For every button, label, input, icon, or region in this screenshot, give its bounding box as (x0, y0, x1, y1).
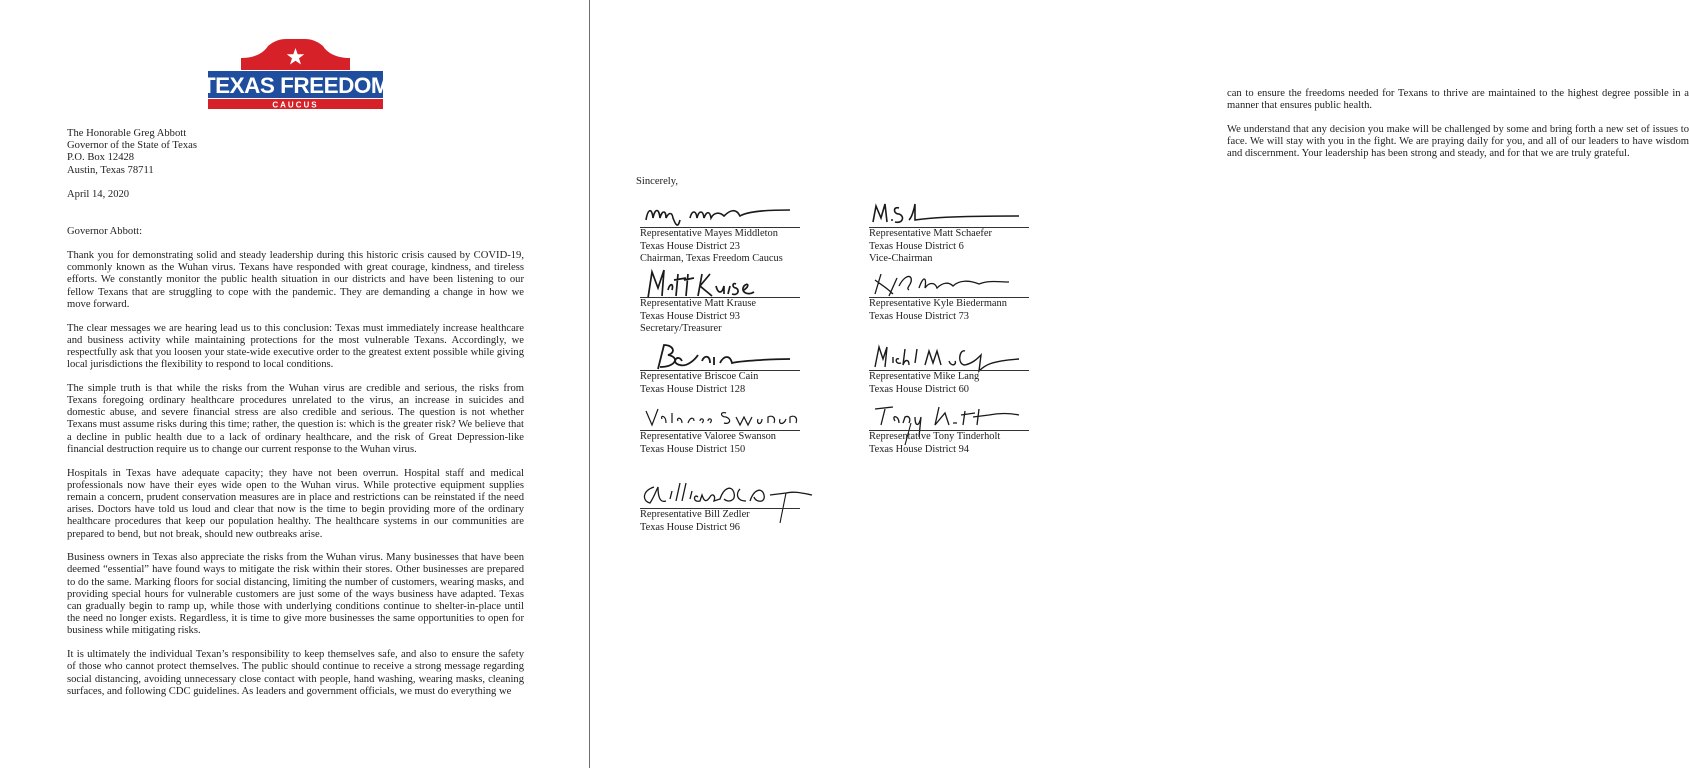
paragraph: Business owners in Texas also appreciate the risks from the Wuhan virus. Many businesses that have been deemed “essential” have found ways to mitigate the risk within their stores. Other businesses are prepared to do the same. Marking floors for social distancing, limiting the number of customers, wearing masks, and providing special hours for vulnerable customers are just some of the ways business have adapted. Texas can gradually begin to ramp up, while those with underlying conditions continue to shelter-in-place until the need no longer exists. Regardless, it is time to give more businesses the same opportunities to open for business while mitigating risks. (67, 552, 524, 637)
paragraph: We understand that any decision you make will be challenged by some and bring forth a new set of issues to face. We will stay with you in the fight. We are praying daily for you, and all of our leaders to have wisdom and discernment. Your leadership has been strong and steady, and for that we are truly grateful. (1227, 123, 1689, 160)
recipient-title: Governor of the State of Texas (67, 140, 197, 152)
paragraph: It is ultimately the individual Texan’s responsibility to keep themselves safe, and also to ensure the safety of those who cannot protect themselves. The public should continue to receive a strong message regarding social distancing, avoiding unnecessary close contact with people, hand washing, wearing masks, cleaning surfaces, and following CDC guidelines. As leaders and government officials, we must do everything we (67, 649, 524, 697)
handwritten-signature (869, 341, 1029, 373)
signatory-name: Representative Matt Krause (640, 298, 756, 309)
signatory-role: Secretary/Treasurer (640, 323, 722, 335)
paragraph: Hospitals in Texas have adequate capacity; they have not been overrun. Hospital staff and medical professionals now have their eyes wide open to the Wuhan virus. While protective equipment supplies remain a concern, prudent conservation measures are in place and restrictions can be reinstated if the need arises. Doctors have told us loud and clear that now is the time to begin providing more of the ordinary healthcare procedures that keep our population healthy. The healthcare systems in our communities are prepared to bend, but not break, should new outbreaks arise. (67, 467, 524, 540)
letter-body-page-1 (67, 250, 524, 710)
closing: Sincerely, (636, 176, 678, 187)
letter-date: April 14, 2020 (67, 189, 130, 200)
paragraph: can to ensure the freedoms needed for Texans to thrive are maintained to the highest degree possible in a manner that ensures public health. (1227, 88, 1689, 112)
signatory-district: Texas House District 6 (869, 240, 964, 252)
signatory-district: Texas House District 96 (640, 521, 740, 533)
page-divider (589, 0, 590, 768)
recipient-po-box: P.O. Box 12428 (67, 152, 135, 164)
handwritten-signature (640, 401, 800, 431)
signatory-district: Texas House District 93 (640, 310, 740, 322)
signatory-name: Representative Mike Lang (869, 371, 980, 382)
handwritten-signature (869, 268, 1029, 298)
paragraph: Thank you for demonstrating solid and steady leadership during this historic crisis caused by COVID-19, commonly known as the Wuhan virus. Texans have responded with great courage, kindness, and tireless efforts. We constantly monitor the public health situation in our districts and have been listening to our fellow Texans that are struggling to cope with the pandemic. They are demanding a change in how we move forward. (67, 250, 524, 310)
paragraph: The clear messages we are hearing lead us to this conclusion: Texas must immediately increase healthcare and business activity while maintaining protections for the most vulnerable Texans. Accordingly, we respectfully ask that you loosen your state-wide executive order to the greatest extent possible while giving local jurisdictions the flexibility to respond to local conditions. (67, 322, 524, 371)
recipient-name: The Honorable Greg Abbott (67, 128, 187, 139)
letter-page-1 (0, 0, 590, 768)
handwritten-signature (869, 198, 1029, 228)
letter-body-page-2 (1227, 88, 1689, 172)
paragraph: The simple truth is that while the risks from the Wuhan virus are credible and serious, the risks from Texans foregoing ordinary healthcare procedures unrelated to the virus, an increase in suicides and domestic abuse, and severe financial stress are also credible and serious. The question is not whether Texans must assume risks during this time; rather, the question is: which is the greater risk? We believe that a decline in public health due to a lack of ordinary healthcare, and the risk of Great Depression-like financial destruction require us to change our current response to the Wuhan virus. (67, 382, 524, 455)
handwritten-signature (640, 198, 800, 228)
signatory-district: Texas House District 73 (869, 310, 969, 322)
signatory-district: Texas House District 60 (869, 383, 969, 395)
signatory-role: Chairman, Texas Freedom Caucus (640, 253, 783, 265)
signatory-name: Representative Kyle Biedermann (869, 298, 1007, 309)
signatory-district: Texas House District 23 (640, 240, 740, 252)
recipient-city: Austin, Texas 78711 (67, 164, 154, 176)
signatory-district: Texas House District 150 (640, 443, 746, 455)
logo-subtitle: CAUCUS (272, 100, 319, 110)
signatory-role: Vice-Chairman (869, 253, 933, 265)
recipient-address (67, 128, 197, 177)
salutation: Governor Abbott: (67, 226, 143, 237)
signatory-name: Representative Briscoe Cain (640, 371, 759, 382)
logo-title: TEXAS FREEDOM (201, 73, 390, 98)
signatory-name: Representative Tony Tinderholt (869, 431, 1001, 442)
signatory-name: Representative Bill Zedler (640, 509, 750, 520)
signatory-district: Texas House District 94 (869, 443, 969, 455)
signatory-district: Texas House District 128 (640, 383, 746, 395)
signatory-name: Representative Valoree Swanson (640, 431, 777, 442)
handwritten-signature (640, 341, 800, 371)
signatory-name: Representative Mayes Middleton (640, 228, 778, 239)
signatory-name: Representative Matt Schaefer (869, 228, 992, 239)
texas-freedom-caucus-logo (201, 38, 390, 112)
